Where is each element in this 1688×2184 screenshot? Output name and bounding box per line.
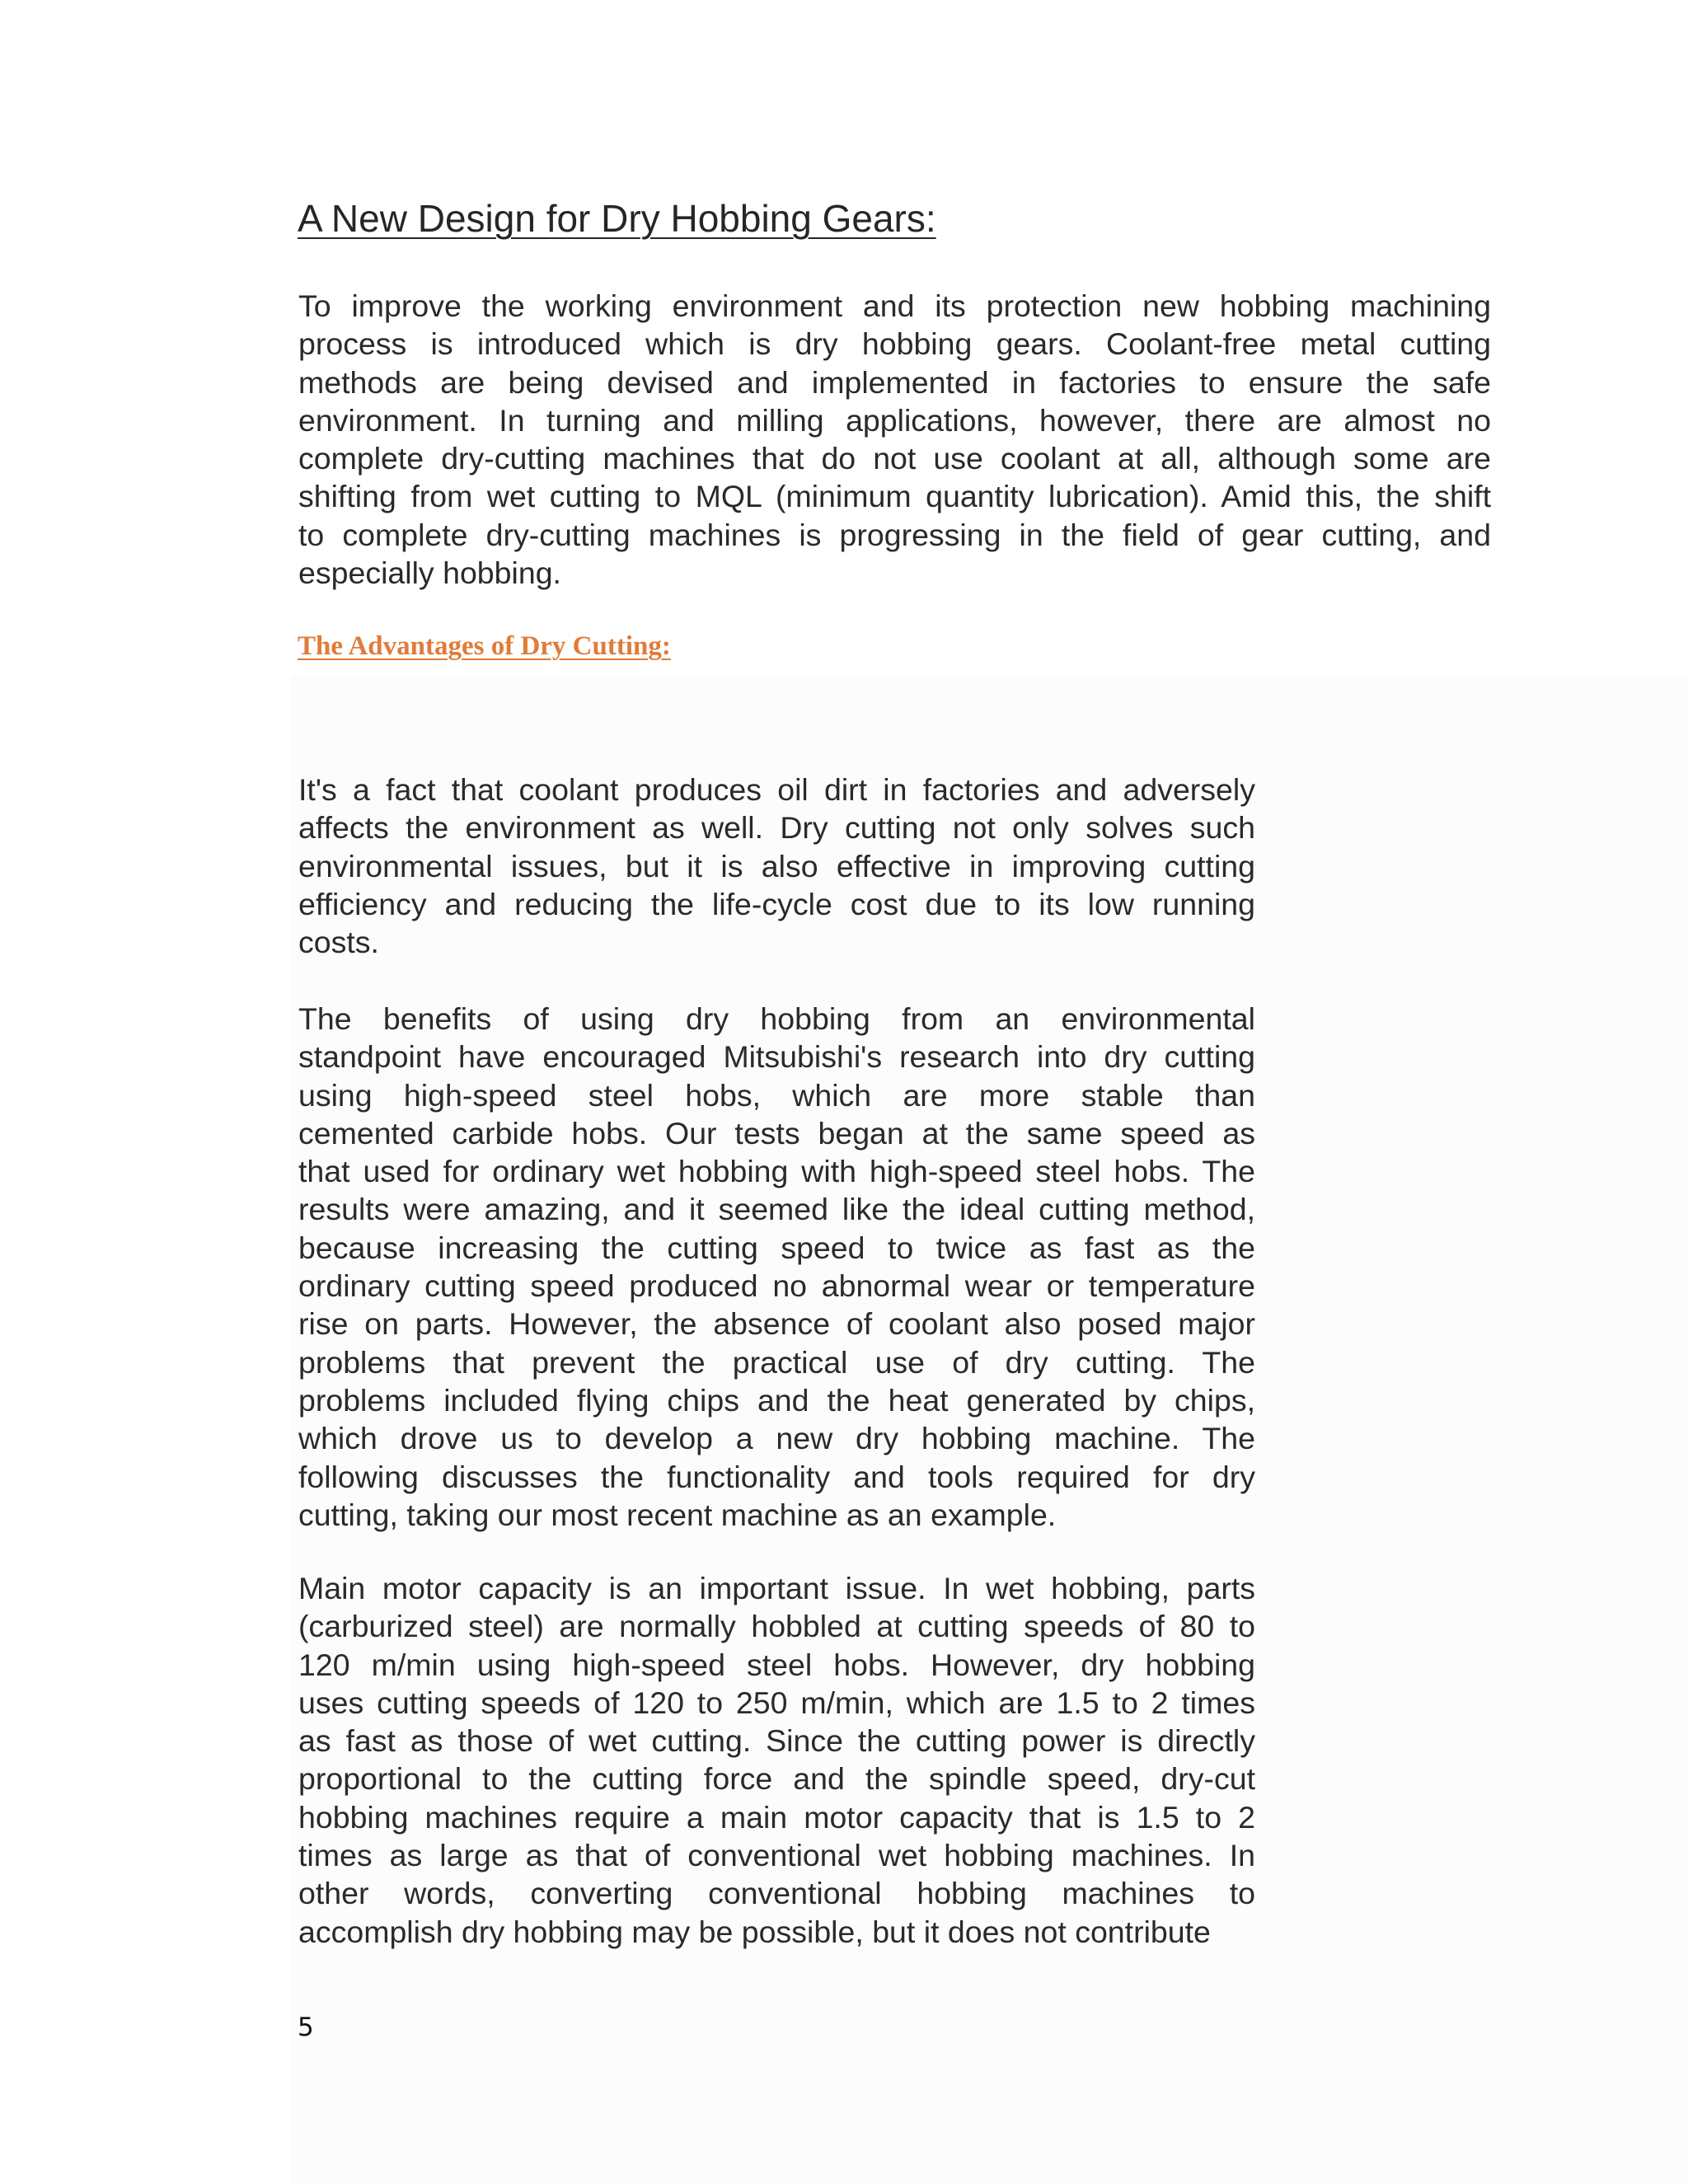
text-line: complete dry-cutting machines that do not use coolant at all, although some are — [298, 441, 1491, 476]
text-line: costs. — [298, 925, 379, 960]
text-line: other words, converting conventional hobbing machines to — [298, 1876, 1255, 1911]
text-line: environmental issues, but it is also effective in improving cutting — [298, 848, 1255, 883]
text-line: To improve the working environment and its protection new hobbing machining — [298, 288, 1491, 323]
text-line: hobbing machines require a main motor capacity that is 1.5 to 2 — [298, 1799, 1255, 1835]
text-line: methods are being devised and implemented in factories to ensure the safe — [298, 364, 1491, 400]
text-line: standpoint have encouraged Mitsubishi's research into dry cutting — [298, 1039, 1255, 1075]
text-line: that used for ordinary wet hobbing with high-speed steel hobs. The — [298, 1154, 1255, 1189]
text-line: efficiency and reducing the life-cycle cost due to its low running — [298, 886, 1255, 921]
text-line: because increasing the cutting speed to twice as fast as the — [298, 1230, 1255, 1265]
text-line: 120 m/min using high-speed steel hobs. However, dry hobbing — [298, 1647, 1255, 1682]
text-line: The benefits of using dry hobbing from an environmental — [298, 1001, 1255, 1036]
text-line: results were amazing, and it seemed like the ideal cutting method, — [298, 1192, 1255, 1227]
text-line: affects the environment as well. Dry cutting not only solves such — [298, 810, 1255, 846]
text-line: problems that prevent the practical use of dry cutting. The — [298, 1344, 1255, 1380]
text-line: as fast as those of wet cutting. Since the cutting power is directly — [298, 1723, 1255, 1759]
text-line: problems included flying chips and the heat generated by chips, — [298, 1382, 1255, 1418]
text-line: environment. In turning and milling applications, however, there are almost no — [298, 402, 1491, 438]
text-line: to complete dry-cutting machines is progressing in the field of gear cutting, and — [298, 517, 1491, 552]
text-line: It's a fact that coolant produces oil dirt in factories and adversely — [298, 772, 1255, 807]
text-line: uses cutting speeds of 120 to 250 m/min, which are 1.5 to 2 times — [298, 1685, 1255, 1720]
text-line: using high-speed steel hobs, which are more stable than — [298, 1077, 1255, 1113]
text-line: ordinary cutting speed produced no abnormal wear or temperature — [298, 1268, 1255, 1304]
intro-paragraph — [298, 287, 1491, 592]
page-number: 5 — [298, 2013, 314, 2042]
text-line: rise on parts. However, the absence of coolant also posed major — [298, 1306, 1255, 1342]
document-title: A New Design for Dry Hobbing Gears: — [298, 197, 936, 240]
text-line: accomplish dry hobbing may be possible, but it does not contribute — [298, 1914, 1211, 1949]
text-line: especially hobbing. — [298, 555, 561, 591]
section-heading-advantages: The Advantages of Dry Cutting: — [298, 631, 671, 661]
text-line: process is introduced which is dry hobbing gears. Coolant-free metal cutting — [298, 326, 1491, 362]
advantages-paragraph — [298, 771, 1255, 961]
text-line: proportional to the cutting force and the spindle speed, dry-cut — [298, 1761, 1255, 1797]
benefits-paragraph — [298, 1000, 1255, 1534]
text-line: shifting from wet cutting to MQL (minimum quantity lubrication). Amid this, the shift — [298, 479, 1491, 514]
text-line: following discusses the functionality and tools required for dry — [298, 1459, 1255, 1494]
text-line: which drove us to develop a new dry hobbing machine. The — [298, 1421, 1255, 1456]
motor-capacity-paragraph — [298, 1569, 1255, 1951]
text-line: Main motor capacity is an important issue. In wet hobbing, parts — [298, 1571, 1255, 1605]
text-line: (carburized steel) are normally hobbled at cutting speeds of 80 to — [298, 1609, 1255, 1644]
text-line: cutting, taking our most recent machine as an example. — [298, 1497, 1057, 1532]
text-line: times as large as that of conventional wet hobbing machines. In — [298, 1838, 1255, 1873]
text-line: cemented carbide hobs. Our tests began at the same speed as — [298, 1115, 1255, 1151]
